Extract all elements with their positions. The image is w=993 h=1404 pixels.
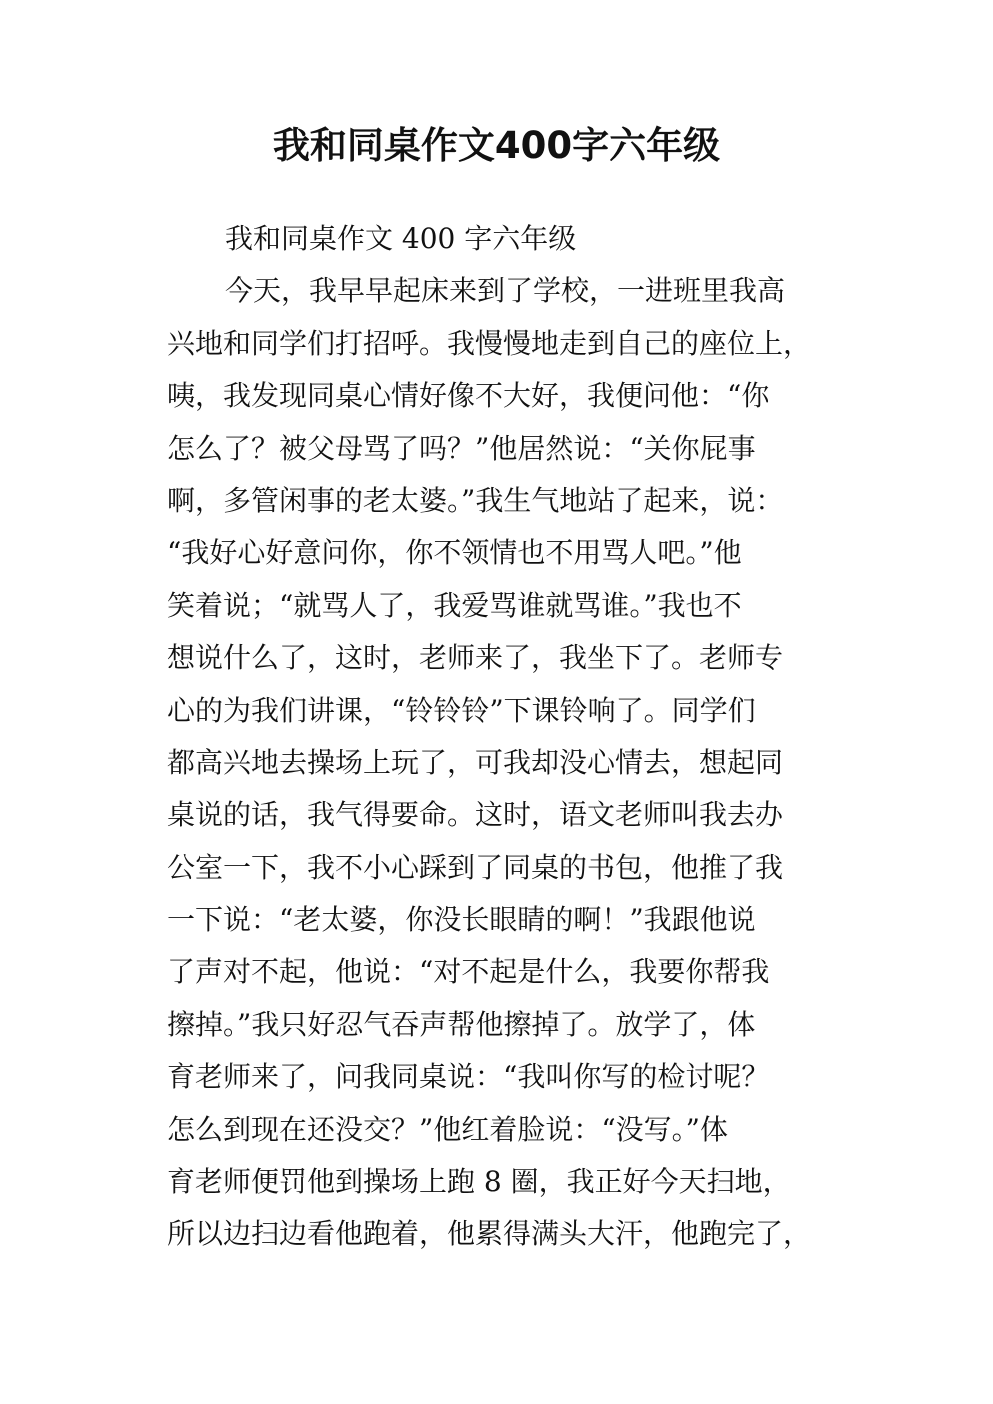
paragraph-line: 笑着说；“就骂人了，我爱骂谁就骂谁。”我也不 <box>167 588 742 622</box>
paragraph-line: 啊，多管闲事的老太婆。”我生气地站了起来，说： <box>167 483 784 517</box>
paragraph-line: 擦掉。”我只好忍气吞声帮他擦掉了。放学了，体 <box>167 1007 756 1041</box>
paragraph-line: 桌说的话，我气得要命。这时，语文老师叫我去办 <box>167 798 784 832</box>
document-title: 我和同桌作文400字六年级 <box>272 124 721 167</box>
document-body <box>167 213 839 1261</box>
paragraph-line: 兴地和同学们打招呼。我慢慢地走到自己的座位上， <box>167 326 812 360</box>
paragraph-line: 心的为我们讲课，“铃铃铃”下课铃响了。同学们 <box>167 693 756 727</box>
paragraph-line: 公室一下，我不小心踩到了同桌的书包，他推了我 <box>167 850 784 884</box>
paragraph-line: “我好心好意问你，你不领情也不用骂人吧。”他 <box>167 536 742 570</box>
paragraph-line: 怎么到现在还没交？”他红着脸说：“没写。”体 <box>167 1112 728 1146</box>
paragraph-line: 想说什么了，这时，老师来了，我坐下了。老师专 <box>167 641 784 675</box>
paragraph-line: 一下说：“老太婆，你没长眼睛的啊！”我跟他说 <box>167 903 756 937</box>
subtitle-line: 我和同桌作文 400 字六年级 <box>225 222 577 255</box>
paragraph-line: 育老师来了，问我同桌说：“我叫你写的检讨呢？ <box>167 1060 770 1094</box>
paragraph-line: 今天，我早早起床来到了学校，一进班里我高 <box>225 274 786 308</box>
paragraph-line: 咦，我发现同桌心情好像不大好，我便问他：“你 <box>167 379 770 413</box>
paragraph-line: 怎么了？被父母骂了吗？”他居然说：“关你屁事 <box>167 431 756 465</box>
paragraph-line: 了声对不起，他说：“对不起是什么，我要你帮我 <box>167 955 770 989</box>
paragraph-line: 都高兴地去操场上玩了，可我却没心情去，想起同 <box>167 745 784 779</box>
paragraph-line: 所以边扫边看他跑着，他累得满头大汗，他跑完了， <box>167 1217 812 1251</box>
paragraph-line: 育老师便罚他到操场上跑 8 圈，我正好今天扫地， <box>167 1165 791 1199</box>
